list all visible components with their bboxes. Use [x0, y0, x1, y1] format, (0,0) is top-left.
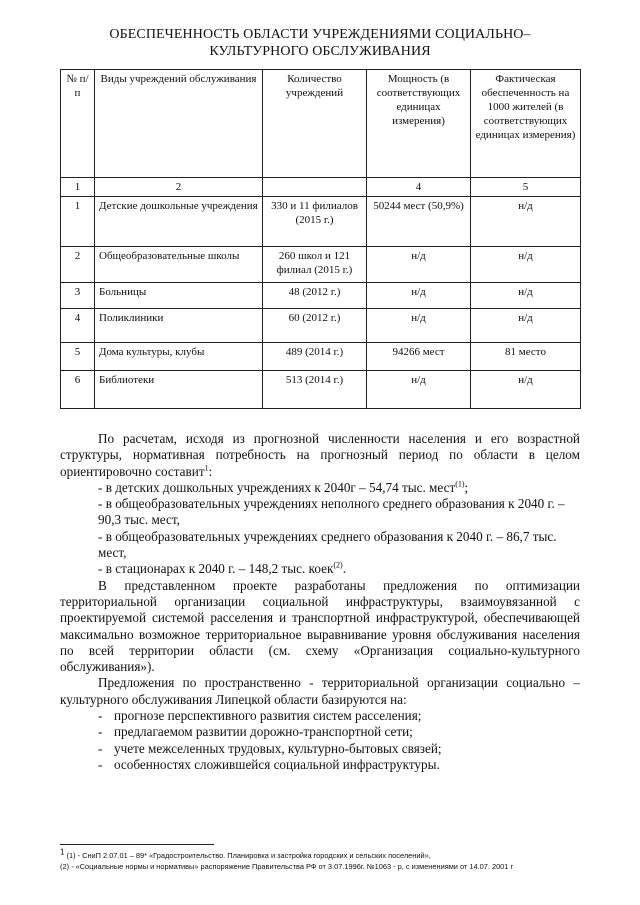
demand-item-incomplete-secondary: - в общеобразовательных учреждениях неполного среднего образования к 2040 г. – 90,3 тыс. мест,: [98, 496, 565, 528]
row-per1000: н/д: [471, 371, 581, 409]
row-count: 260 школ и 121 филиал (2015 г.): [263, 247, 367, 283]
header-capacity: Мощность (в соответствующих единицах измерения): [367, 70, 471, 178]
header-num: № п/п: [61, 70, 95, 178]
index-cell: 5: [471, 178, 581, 197]
table-row: [61, 343, 581, 371]
row-capacity: 50244 мест (50,9%): [367, 197, 471, 247]
list-item: - учете межселенных трудовых, культурно-бытовых связей;: [98, 740, 442, 756]
row-per1000: н/д: [471, 283, 581, 309]
row-count: 48 (2012 г.): [263, 283, 367, 309]
page-title: [60, 26, 580, 60]
row-num: 2: [61, 247, 95, 283]
header-type: Виды учреждений обслуживания: [95, 70, 263, 178]
title-line-1: ОБЕСПЕЧЕННОСТЬ ОБЛАСТИ УЧРЕЖДЕНИЯМИ СОЦИАЛЬНО–: [109, 27, 531, 42]
table-row: [61, 309, 581, 343]
index-cell: 2: [95, 178, 263, 197]
row-num: 5: [61, 343, 95, 371]
index-cell: 1: [61, 178, 95, 197]
demand-item-secondary: - в общеобразовательных учреждениях среднего образования к 2040 г. – 86,7 тыс. мест,: [98, 528, 557, 561]
index-cell: 4: [367, 178, 471, 197]
row-type: Дома культуры, клубы: [95, 343, 263, 371]
row-per1000: н/д: [471, 197, 581, 247]
paragraph-demand: По расчетам, исходя из прогнозной численности населения и его возрастной структуры, нормативная потребность на прогнозный период по области в целом ориентировочно составит$^1$:: [60, 431, 580, 479]
row-type: Общеобразовательные школы: [95, 247, 263, 283]
table-row: [61, 283, 581, 309]
row-capacity: 94266 мест: [367, 343, 471, 371]
row-type: Библиотеки: [95, 371, 263, 409]
table-row: [61, 247, 581, 283]
title-line-2: КУЛЬТУРНОГО ОБСЛУЖИВАНИЯ: [209, 44, 431, 59]
list-item: - особенностях сложившейся социальной инфраструктуры.: [98, 756, 440, 772]
demand-item-hospital: - в стационарах к 2040 г. – 148,2 тыс. коек$^{(2)}$.: [98, 560, 346, 577]
row-type: Больницы: [95, 283, 263, 309]
row-count: 489 (2014 г.): [263, 343, 367, 371]
row-type: Поликлиники: [95, 309, 263, 343]
row-count: 330 и 11 филиалов (2015 г.): [263, 197, 367, 247]
table-header-row: [61, 70, 581, 178]
footnote-1: $^1$ (1) - СниП 2.07.01 – 89* «Градостроительство. Планировка и застройка городских и сельских поселений»,: [60, 847, 431, 860]
row-per1000: н/д: [471, 309, 581, 343]
list-item: - прогнозе перспективного развития систем расселения;: [98, 708, 422, 724]
footnotes: [60, 847, 600, 872]
row-capacity: н/д: [367, 283, 471, 309]
demand-item-kindergarten: - в детских дошкольных учреждениях к 2040г – 54,74 тыс. мест$^{(1)}$;: [98, 479, 469, 495]
row-per1000: 81 место: [471, 343, 581, 371]
header-count: Количество учреждений: [263, 70, 367, 178]
index-cell: [263, 178, 367, 197]
footnote-divider: [60, 844, 214, 845]
header-per1000: Фактическая обеспеченность на 1000 жителей (в соответствующих единицах измерения): [471, 70, 581, 178]
footnote-2: (2) - «Социальные нормы и нормативы» распоряжение Правительства РФ от 3.07.1996г. №1063 - р, с изменениями от 14.07. 2001 г: [60, 862, 514, 871]
row-num: 1: [61, 197, 95, 247]
row-capacity: н/д: [367, 371, 471, 409]
row-num: 6: [61, 371, 95, 409]
body-text: [60, 431, 580, 773]
row-count: 60 (2012 г.): [263, 309, 367, 343]
row-capacity: н/д: [367, 247, 471, 283]
footnote-ref: (1): [455, 479, 465, 489]
row-num: 4: [61, 309, 95, 343]
row-per1000: н/д: [471, 247, 581, 283]
row-count: 513 (2014 г.): [263, 371, 367, 409]
footnote-ref: 1: [204, 463, 209, 473]
table-row: [61, 197, 581, 247]
row-type: Детские дошкольные учреждения: [95, 197, 263, 247]
institutions-table: [60, 69, 581, 409]
table-index-row: [61, 178, 581, 197]
footnote-ref: (2): [333, 560, 343, 570]
table-row: [61, 371, 581, 409]
proposal-basis-list: [60, 708, 580, 773]
list-item: - предлагаемом развитии дорожно-транспортной сети;: [98, 724, 413, 740]
paragraph-proposals: Предложения по пространственно - территориальной организации социально – культурного обслуживания Липецкой области базируются на:: [60, 675, 580, 707]
paragraph-project: В представленном проекте разработаны предложения по оптимизации территориальной организации социальной инфраструктуры, взаимоувязанной с проектируемой системой расселения и транспортной инфраструктурой, обеспечивающей максимально возможное территориальное выравнивание уровня обслуживания населения по всей территории области (см. схему «Организация социально-культурного обслуживания»).: [60, 577, 580, 675]
row-capacity: н/д: [367, 309, 471, 343]
row-num: 3: [61, 283, 95, 309]
